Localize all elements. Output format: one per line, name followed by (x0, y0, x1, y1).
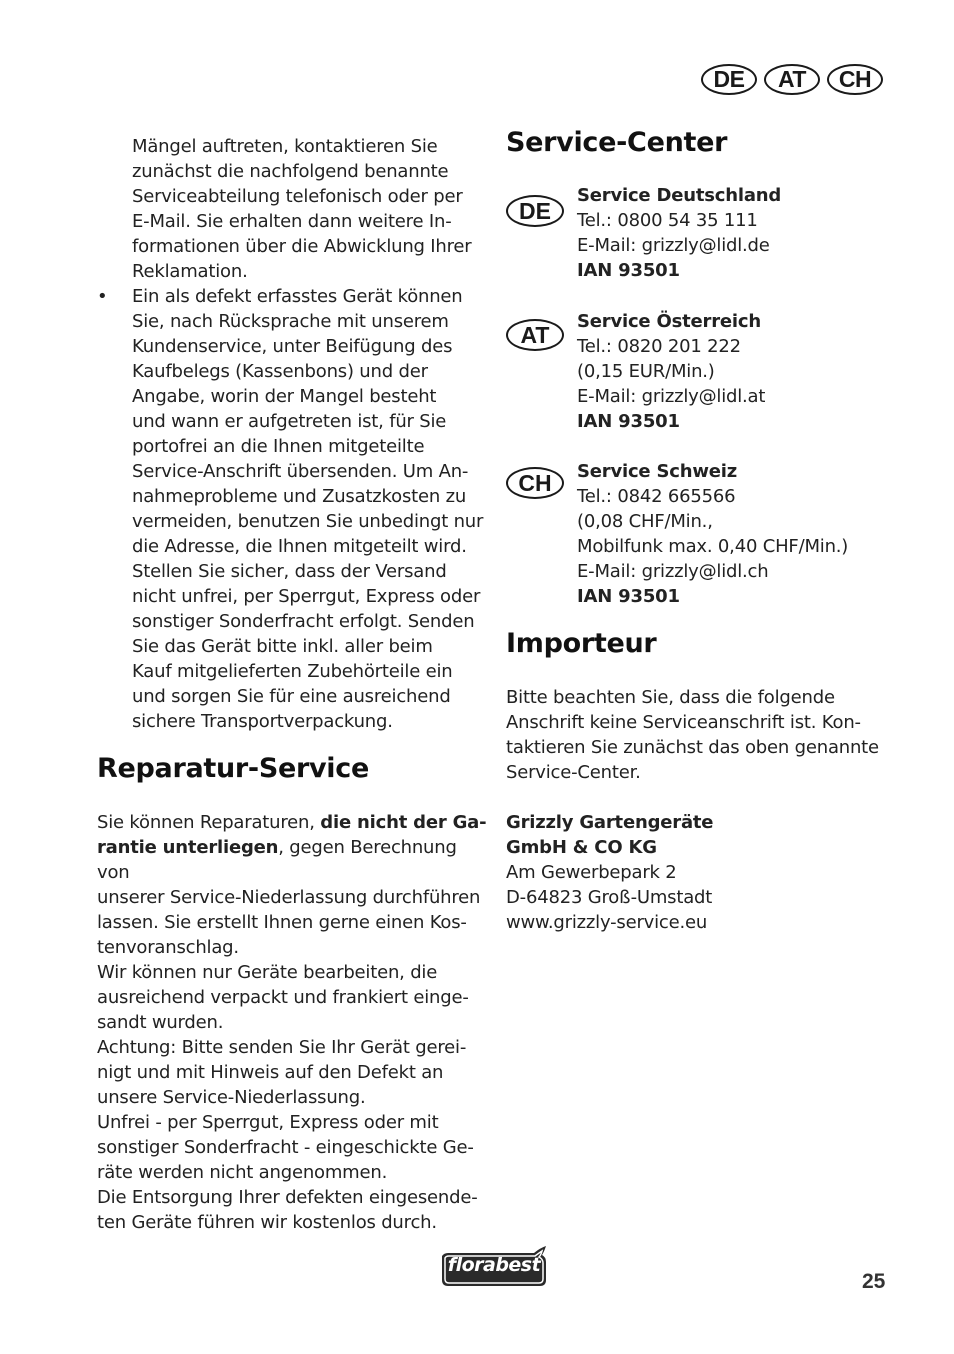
ian-line (577, 258, 907, 283)
repair-service-text (97, 810, 487, 1235)
text-line: Kaufbelegs (Kassenbons) und der (132, 361, 428, 382)
street-address: Am Gewerbepark 2 (506, 862, 677, 883)
ian-line (577, 584, 907, 609)
text-line: Achtung: Bitte senden Sie Ihr Gerät gerei- (97, 1037, 467, 1058)
email-address: E-Mail: grizzly@lidl.de (577, 235, 770, 256)
text-line: unserer Service-Niederlassung durchführen (97, 887, 481, 908)
text-line: Bitte beachten Sie, dass die folgende (506, 687, 835, 708)
importer-heading: Importeur (506, 628, 657, 659)
ian-label: IAN (577, 260, 619, 281)
text-line: nigt und mit Hinweis auf den Defekt an (97, 1062, 444, 1083)
text-line: und wann er aufgetreten ist, für Sie (132, 411, 447, 432)
service-title: Service Schweiz (577, 461, 738, 482)
logo-text: florabest (447, 1254, 541, 1276)
text-line: Kauf mitgelieferten Zubehörteile ein (132, 661, 453, 682)
service-block-at (506, 309, 906, 434)
country-badge-de: DE (701, 64, 757, 95)
text-line: Reklamation. (132, 261, 248, 282)
text-line: ausreichend verpackt und frankiert einge- (97, 987, 469, 1008)
text-line (97, 835, 487, 885)
text-line: Sie, nach Rücksprache mit unserem (132, 311, 449, 332)
website-url: www.grizzly-service.eu (506, 912, 708, 933)
text-line: zunächst die nachfolgend benannte (132, 161, 449, 182)
phone-number: Tel.: 0842 665566 (577, 486, 736, 507)
text-line: sonstiger Sonderfracht - eingeschickte Ge- (97, 1137, 474, 1158)
text-line: nicht unfrei, per Sperrgut, Express oder (132, 586, 481, 607)
text-line: räte werden nicht angenommen. (97, 1162, 388, 1183)
importer-address (506, 810, 906, 935)
country-badges (701, 64, 883, 95)
phone-number: Tel.: 0820 201 222 (577, 336, 741, 357)
text-line: Anschrift keine Serviceanschrift ist. Kon- (506, 712, 861, 733)
ian-value: 93501 (618, 586, 680, 607)
text-line: die Adresse, die Ihnen mitgeteilt wird. (132, 536, 467, 557)
text-line: lassen. Sie erstellt Ihnen gerne einen Kos- (97, 912, 467, 933)
service-title: Service Deutschland (577, 185, 782, 206)
text-line: sandt wurden. (97, 1012, 224, 1033)
company-name: Grizzly Gartengeräte (506, 812, 714, 833)
text-line: taktieren Sie zunächst das oben genannte (506, 737, 879, 758)
florabest-logo (438, 1246, 550, 1288)
text-line: E-Mail. Sie erhalten dann weitere In- (132, 211, 452, 232)
country-badge-ch: CH (827, 64, 883, 95)
importer-text (506, 685, 906, 785)
text-line: Ein als defekt erfasstes Gerät können (132, 286, 463, 307)
text-line: Angabe, worin der Mangel besteht (132, 386, 437, 407)
rate-info: (0,08 CHF/Min., (577, 511, 713, 532)
emphasis-text: die nicht der Ga- (320, 812, 487, 833)
country-badge-de: DE (506, 195, 564, 227)
text-line: vermeiden, benutzen Sie unbedingt nur (132, 511, 484, 532)
text-line: Service-Center. (506, 762, 641, 783)
text-line: sichere Transportverpackung. (132, 711, 393, 732)
rate-info: Mobilfunk max. 0,40 CHF/Min.) (577, 536, 849, 557)
email-address: E-Mail: grizzly@lidl.ch (577, 561, 769, 582)
bullet-icon: • (97, 286, 108, 307)
ian-label: IAN (577, 586, 619, 607)
text-line: Die Entsorgung Ihrer defekten eingesende- (97, 1187, 478, 1208)
service-center-heading: Service-Center (506, 127, 728, 158)
ian-line (577, 409, 907, 434)
text-line: unsere Service-Niederlassung. (97, 1087, 366, 1108)
text-line: Mängel auftreten, kontaktieren Sie (132, 136, 438, 157)
text-line: tenvoranschlag. (97, 937, 239, 958)
ian-value: 93501 (618, 260, 680, 281)
text-line: nahmeprobleme und Zusatzkosten zu (132, 486, 467, 507)
text-line: Stellen Sie sicher, dass der Versand (132, 561, 447, 582)
text-span: , gegen Berechnung von (97, 837, 457, 883)
country-badge-at: AT (506, 319, 564, 351)
intro-paragraph (97, 134, 487, 284)
company-name: GmbH & CO KG (506, 837, 657, 858)
list-item (97, 284, 487, 734)
text-line: Serviceabteilung telefonisch oder per (132, 186, 463, 207)
repair-service-heading: Reparatur-Service (97, 753, 369, 784)
text-line: Wir können nur Geräte bearbeiten, die (97, 962, 438, 983)
warranty-continuation (97, 134, 487, 734)
text-line (97, 810, 487, 835)
service-details (577, 459, 907, 609)
rate-info: (0,15 EUR/Min.) (577, 361, 715, 382)
city-address: D-64823 Groß-Umstadt (506, 887, 713, 908)
phone-number: Tel.: 0800 54 35 111 (577, 210, 758, 231)
text-line: formationen über die Abwicklung Ihrer (132, 236, 472, 257)
service-details (577, 309, 907, 434)
text-line: sonstiger Sonderfracht erfolgt. Senden (132, 611, 475, 632)
country-badge-at: AT (764, 64, 820, 95)
service-details (577, 183, 907, 283)
text-line: Kundenservice, unter Beifügung des (132, 336, 453, 357)
text-line: Service-Anschrift übersenden. Um An- (132, 461, 469, 482)
text-line: ten Geräte führen wir kostenlos durch. (97, 1212, 437, 1233)
service-block-de (506, 183, 906, 283)
emphasis-text: rantie unterliegen (97, 837, 279, 858)
text-span: Sie können Reparaturen, (97, 812, 321, 833)
text-line: Sie das Gerät bitte inkl. aller beim (132, 636, 433, 657)
ian-label: IAN (577, 411, 619, 432)
text-line: und sorgen Sie für eine ausreichend (132, 686, 451, 707)
page-number: 25 (862, 1270, 886, 1293)
email-address: E-Mail: grizzly@lidl.at (577, 386, 766, 407)
service-title: Service Österreich (577, 311, 761, 332)
ian-value: 93501 (618, 411, 680, 432)
service-block-ch (506, 459, 906, 609)
country-badge-ch: CH (506, 467, 564, 499)
bullet-list (97, 284, 487, 734)
text-line: portofrei an die Ihnen mitgeteilte (132, 436, 425, 457)
text-line: Unfrei - per Sperrgut, Express oder mit (97, 1112, 439, 1133)
